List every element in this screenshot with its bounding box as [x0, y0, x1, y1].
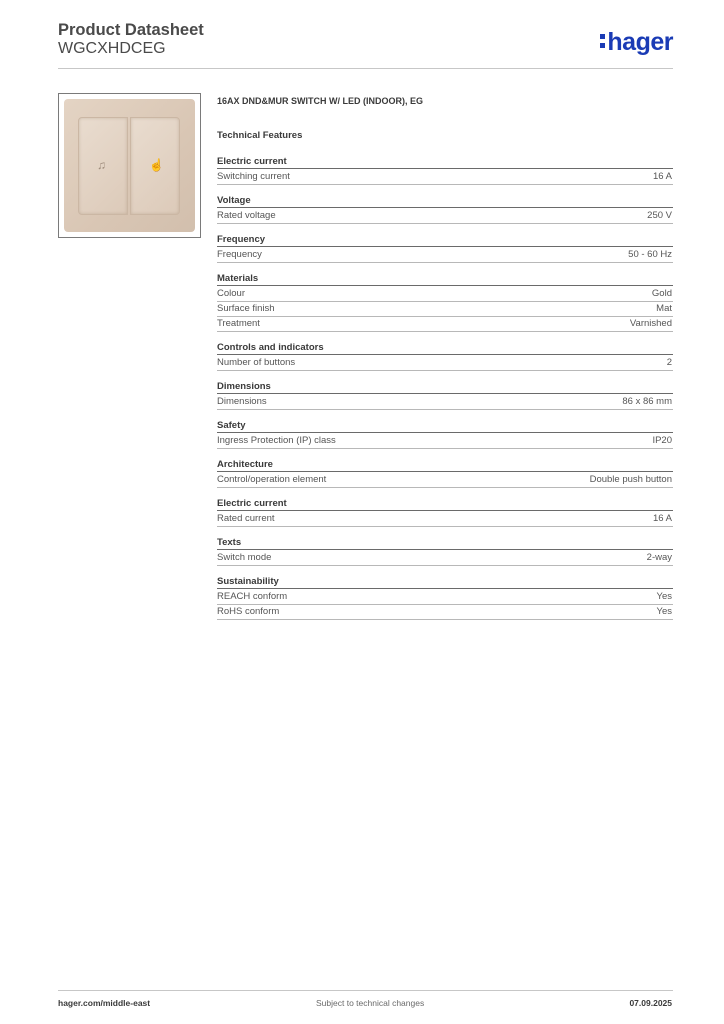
spec-value: 2-way [646, 552, 672, 563]
spec-label: Ingress Protection (IP) class [217, 435, 336, 446]
section-divider [217, 246, 673, 247]
section-divider [217, 354, 673, 355]
spec-value: 16 A [652, 171, 672, 182]
spec-label: Dimensions [217, 396, 267, 407]
product-code: WGCXHDCEG [58, 40, 166, 57]
section-title: Sustainability [217, 576, 279, 587]
row-divider [217, 184, 673, 185]
footer-date: 07.09.2025 [629, 998, 672, 1008]
spec-value: 86 x 86 mm [622, 396, 672, 407]
row-divider [217, 604, 673, 605]
hand-icon: ☝ [149, 158, 164, 172]
document-title: Product Datasheet [58, 21, 204, 39]
section-title: Voltage [217, 195, 251, 206]
spec-value: Double push button [589, 474, 672, 485]
spec-label: Colour [217, 288, 245, 299]
footer-website: hager.com/middle-east [58, 998, 151, 1008]
spec-value: 50 - 60 Hz [628, 249, 672, 260]
section-divider [217, 168, 673, 169]
section-divider [217, 549, 673, 550]
row-divider [217, 370, 673, 371]
spec-value: Varnished [629, 318, 672, 329]
row-divider [217, 331, 673, 332]
section-title: Electric current [217, 498, 287, 509]
section-divider [217, 207, 673, 208]
section-title: Safety [217, 420, 246, 431]
double-switch-plate-icon [64, 99, 195, 232]
footer-divider [58, 990, 673, 991]
logo-text: hager [607, 28, 673, 56]
section-title: Dimensions [217, 381, 271, 392]
row-divider [217, 262, 673, 263]
row-divider [217, 487, 673, 488]
spec-label: Frequency [217, 249, 262, 260]
spec-label: REACH conform [217, 591, 288, 602]
spec-value: 16 A [652, 513, 672, 524]
header-divider [58, 68, 673, 69]
hager-logo [600, 28, 673, 56]
bell-icon: ♫ [97, 158, 106, 172]
spec-label: Rated current [217, 513, 275, 524]
section-title: Frequency [217, 234, 266, 245]
spec-label: Switch mode [217, 552, 272, 563]
row-divider [217, 619, 673, 620]
spec-value: IP20 [652, 435, 672, 446]
spec-label: Control/operation element [217, 474, 327, 485]
product-image [58, 93, 201, 238]
section-divider [217, 432, 673, 433]
spec-value: Yes [656, 591, 672, 602]
row-divider [217, 526, 673, 527]
spec-value: Yes [656, 606, 672, 617]
left-rocker [78, 117, 128, 215]
spec-label: Surface finish [217, 303, 275, 314]
section-title: Texts [217, 537, 242, 548]
section-divider [217, 471, 673, 472]
row-divider [217, 223, 673, 224]
section-title: Electric current [217, 156, 287, 167]
product-name: 16AX DND&MUR SWITCH W/ LED (INDOOR), EG [217, 96, 423, 106]
spec-value: 2 [666, 357, 672, 368]
section-divider [217, 285, 673, 286]
spec-value: Gold [651, 288, 672, 299]
spec-label: Number of buttons [217, 357, 296, 368]
spec-label: Rated voltage [217, 210, 276, 221]
technical-features-title: Technical Features [217, 130, 303, 141]
footer-notice: Subject to technical changes [316, 998, 425, 1008]
spec-label: Treatment [217, 318, 260, 329]
row-divider [217, 316, 673, 317]
logo-dots-icon [600, 34, 605, 48]
spec-label: Switching current [217, 171, 290, 182]
section-title: Materials [217, 273, 259, 284]
spec-value: 250 V [647, 210, 672, 221]
row-divider [217, 409, 673, 410]
spec-value: Mat [656, 303, 672, 314]
right-rocker [130, 117, 180, 215]
section-divider [217, 510, 673, 511]
section-divider [217, 588, 673, 589]
spec-label: RoHS conform [217, 606, 280, 617]
section-title: Architecture [217, 459, 273, 470]
page-header [58, 20, 673, 70]
section-divider [217, 393, 673, 394]
row-divider [217, 565, 673, 566]
row-divider [217, 448, 673, 449]
section-title: Controls and indicators [217, 342, 324, 353]
row-divider [217, 301, 673, 302]
